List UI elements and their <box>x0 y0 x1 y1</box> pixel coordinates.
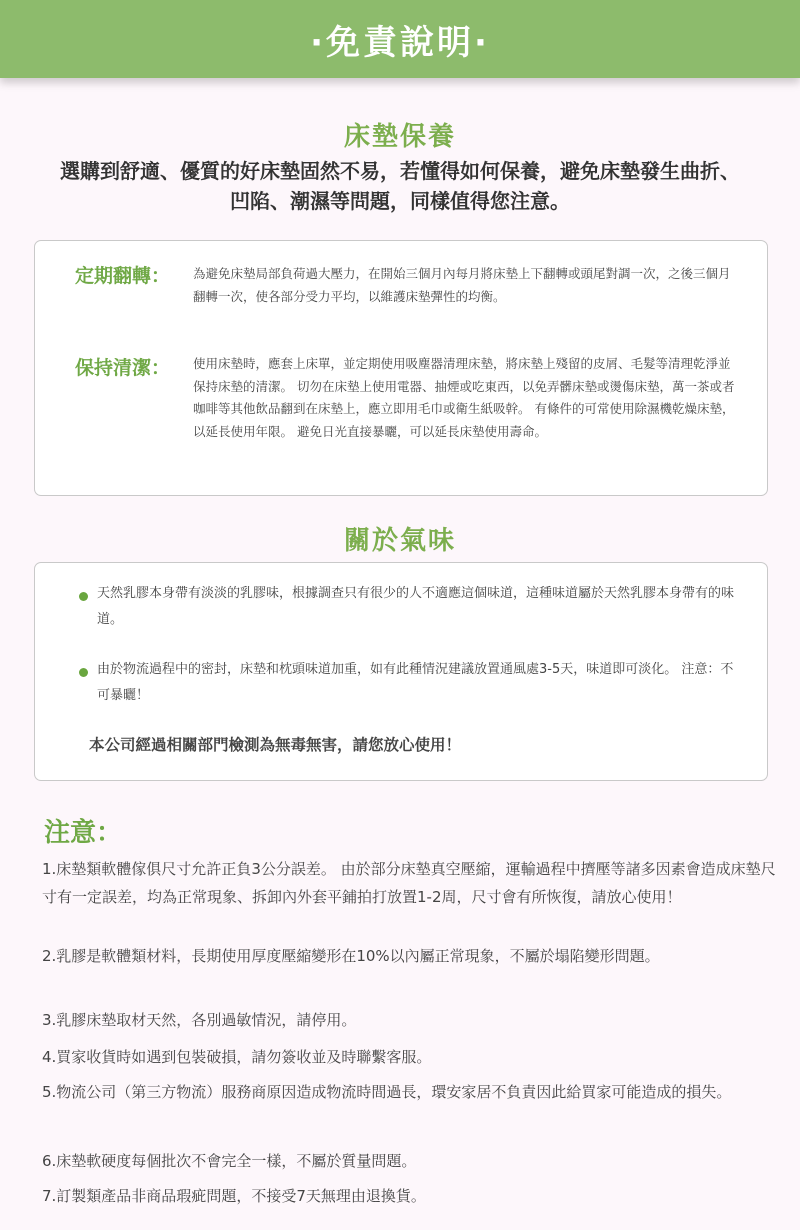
care-item-text: 為避免床墊局部負荷過大壓力，在開始三個月內每月將床墊上下翻轉或頭尾對調一次，之後三個月翻轉一次，使各部分受力平均，以維護床墊彈性的均衡。 <box>193 266 731 304</box>
notice-item: 1.床墊類軟體傢俱尺寸允許正負3公分誤差。 由於部分床墊真空壓縮，運輸過程中擠壓等諸多因素會造成床墊尺寸有一定誤差，均為正常現象、拆卸內外套平鋪拍打放置1-2周，尺寸會有所恢復，請放心使用！ <box>42 860 776 906</box>
notice-item: 6.床墊軟硬度每個批次不會完全一樣，不屬於質量問題。 <box>42 1152 417 1170</box>
notice-item: 3.乳膠床墊取材天然，各別過敏情況，請停用。 <box>42 1011 357 1029</box>
notice-title: 注意： <box>44 818 123 848</box>
notice-item: 7.訂製類產品非商品瑕疵問題，不接受7天無理由退換貨。 <box>42 1187 426 1205</box>
bullet-dot-icon <box>79 592 88 601</box>
care-card <box>34 240 768 496</box>
smell-footer-text: 本公司經過相關部門檢測為無毒無害，請您放心使用！ <box>89 736 462 754</box>
smell-item-text: 由於物流過程中的密封，床墊和枕頭味道加重，如有此種情況建議放置通風處3-5天，味道即可淡化。 注意：不可暴曬！ <box>97 662 734 703</box>
smell-section-title: 關於氣味 <box>343 526 456 556</box>
notice-item: 5.物流公司（第三方物流）服務商原因造成物流時間過長，環安家居不負責因此給買家可能造成的損失。 <box>42 1083 732 1101</box>
care-item-label: 保持清潔： <box>75 357 171 379</box>
care-section-title: 床墊保養 <box>343 122 456 152</box>
page-title: ·免責說明· <box>310 22 490 63</box>
notice-item: 4.買家收貨時如遇到包裝破損，請勿簽收並及時聯繫客服。 <box>42 1048 432 1066</box>
care-item-label: 定期翻轉： <box>75 265 171 287</box>
header-banner <box>0 0 800 78</box>
bullet-dot-icon <box>79 668 88 677</box>
smell-item-text: 天然乳膠本身帶有淡淡的乳膠味，根據調查只有很少的人不適應這個味道，這種味道屬於天然乳膠本身帶有的味道。 <box>97 586 735 627</box>
smell-card <box>34 562 768 781</box>
care-intro: 選購到舒適、優質的好床墊固然不易，若懂得如何保養，避免床墊發生曲折、凹陷、潮濕等問題，同樣值得您注意。 <box>60 159 740 213</box>
notice-item: 2.乳膠是軟體類材料，長期使用厚度壓縮變形在10%以內屬正常現象，不屬於塌陷變形問題。 <box>42 947 660 965</box>
care-item-text: 使用床墊時，應套上床單，並定期使用吸塵器清理床墊，將床墊上殘留的皮屑、毛髮等清理乾淨並保持床墊的清潔。 切勿在床墊上使用電器、抽煙或吃東西，以免弄髒床墊或燙傷床墊，萬一茶或者咖啡等其他飲品翻到在床墊上，應立即用毛巾或衛生紙吸幹。 有條件的可常使用除濕機乾燥床墊，以延長使用年限。 避免日光直接暴曬，可以延長床墊使用壽命。 <box>193 356 735 439</box>
